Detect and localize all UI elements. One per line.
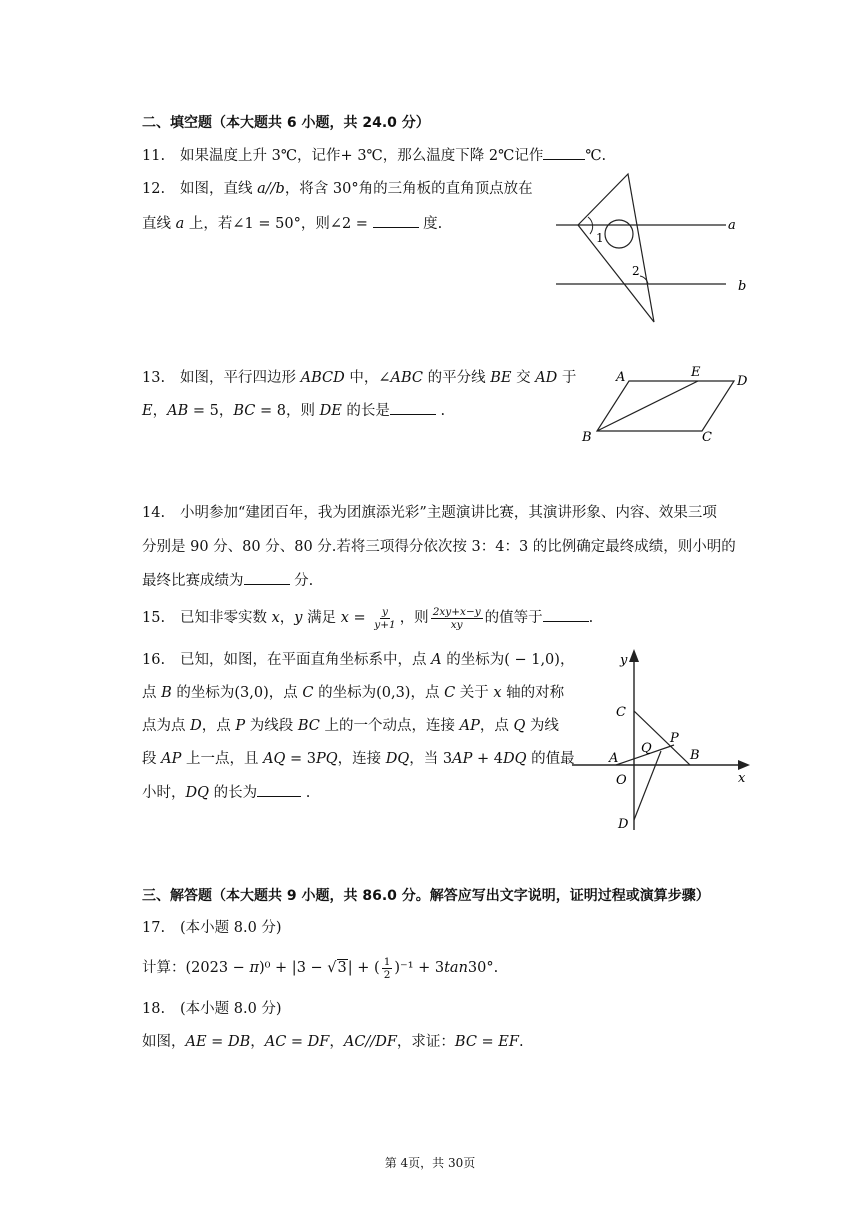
text: .	[435, 403, 446, 419]
text: ，	[279, 610, 295, 626]
question-17-header	[142, 918, 282, 938]
text: = 5，	[188, 403, 234, 419]
vertex-label-a: A	[616, 370, 626, 385]
text: ，点	[479, 718, 514, 734]
text: 的值最	[526, 751, 575, 767]
math: DB	[227, 1034, 251, 1050]
text: )⁰ + |3 −	[258, 960, 328, 976]
vertex-label-c: C	[702, 430, 712, 445]
text: =	[286, 1034, 308, 1050]
text: 的长是	[341, 403, 390, 419]
vertex-label-e: E	[691, 365, 701, 380]
question-number: 18.	[142, 1001, 166, 1017]
math: AP	[459, 718, 480, 734]
axis-label-x: x	[738, 771, 746, 786]
text: 上一点，且	[181, 751, 264, 767]
axis-label-y: y	[620, 653, 628, 668]
math: y	[294, 610, 303, 626]
question-number: 12.	[142, 181, 166, 197]
question-12-line-2	[142, 213, 442, 234]
denominator: 2	[383, 968, 391, 981]
math: a//b	[257, 181, 285, 197]
math: AD	[535, 370, 558, 386]
question-number: 13.	[142, 370, 166, 386]
math: BC	[454, 1034, 477, 1050]
math: AB	[167, 403, 189, 419]
figure-parallel-lines-triangle	[548, 172, 768, 328]
text: 度.	[418, 216, 443, 232]
math: DE	[319, 403, 342, 419]
math: DQ	[502, 751, 527, 767]
question-16-line-2	[142, 683, 564, 703]
question-score: (本小题 8.0 分)	[180, 1001, 282, 1017]
math: a	[175, 216, 185, 232]
numerator: 2xy+x−y	[432, 605, 481, 618]
question-16-line-3	[142, 716, 559, 736]
math: AC	[264, 1034, 287, 1050]
math: x =	[340, 610, 371, 626]
text: 30°.	[467, 960, 499, 976]
question-14-line-1	[142, 503, 717, 523]
question-14-line-2	[142, 537, 736, 557]
math: AP	[452, 751, 473, 767]
math: A	[431, 652, 442, 668]
math: DQ	[185, 785, 210, 801]
text: 的坐标为(3,0)，点	[171, 685, 303, 701]
fraction	[372, 606, 397, 631]
math: tan	[444, 960, 468, 976]
text: 的值等于	[484, 610, 543, 626]
math: ABC	[390, 370, 423, 386]
text: | + (	[347, 960, 380, 976]
text: ，	[152, 403, 168, 419]
math: AC//DF	[343, 1034, 397, 1050]
question-15	[142, 604, 593, 632]
vertex-label-d: D	[737, 374, 748, 389]
question-13-line-1	[142, 368, 576, 388]
question-number: 16.	[142, 652, 166, 668]
text: 为线段	[245, 718, 298, 734]
question-14-line-3	[142, 570, 313, 591]
answer-blank	[543, 145, 585, 160]
angle-label-1: 1	[596, 231, 604, 245]
text: + 4	[472, 751, 503, 767]
text: 小明参加“建团百年，我为团旗添光彩”主题演讲比赛，其演讲形象、内容、效果三项	[180, 505, 717, 521]
text: 点为点	[142, 718, 191, 734]
text: 关于	[455, 685, 494, 701]
text: .	[588, 610, 594, 626]
text: ，则	[399, 610, 429, 626]
text: 的平分线	[423, 370, 491, 386]
text: ，当 3	[409, 751, 453, 767]
point-label-b: B	[690, 748, 700, 763]
math: AE	[185, 1034, 207, 1050]
text: ，将含 30°角的三角板的直角顶点放在	[284, 181, 533, 197]
text: )⁻¹ + 3	[394, 960, 445, 976]
numerator: 1	[383, 955, 391, 968]
answer-blank	[244, 570, 290, 585]
text: 分别是 90 分、80 分、80 分.若将三项得分依次按 3：4：3 的比例确定最终成绩，则小明的	[142, 539, 736, 555]
text: = 8，则	[255, 403, 320, 419]
answer-blank	[543, 607, 589, 622]
point-label-o: O	[616, 773, 627, 788]
text: 已知，如图，在平面直角坐标系中，点	[180, 652, 432, 668]
math: C	[444, 685, 456, 701]
question-17-expression	[142, 954, 498, 982]
text: 已知非零实数	[180, 610, 272, 626]
page-footer: 第 4页，共 30页	[384, 1156, 476, 1170]
text: 如图，	[142, 1034, 186, 1050]
text: 如图，直线	[180, 181, 258, 197]
text: 分.	[289, 573, 314, 589]
text: 计算：(2023 −	[142, 960, 250, 976]
text: ，点	[201, 718, 236, 734]
point-label-p: P	[670, 731, 679, 746]
angle-label-2: 2	[632, 264, 640, 278]
point-label-a: A	[609, 751, 619, 766]
text: 的坐标为( − 1,0)，	[441, 652, 575, 668]
math: Q	[513, 718, 526, 734]
question-16-line-4	[142, 749, 575, 769]
text: 的长为	[209, 785, 258, 801]
question-13-line-2	[142, 400, 445, 421]
math: AQ	[263, 751, 286, 767]
math: C	[302, 685, 314, 701]
text: ，连接	[337, 751, 386, 767]
question-16-line-5	[142, 782, 310, 803]
text: 上的一个动点，连接	[319, 718, 460, 734]
math: B	[161, 685, 172, 701]
math: DQ	[385, 751, 410, 767]
text: 点	[142, 685, 162, 701]
text: 上，若∠1 = 50°，则∠2 =	[184, 216, 373, 232]
math: DF	[307, 1034, 330, 1050]
text: =	[476, 1034, 499, 1050]
math: x	[493, 685, 502, 701]
question-number: 15.	[142, 610, 166, 626]
text: 于	[557, 370, 577, 386]
math: AP	[161, 751, 182, 767]
point-label-d: D	[618, 817, 629, 832]
math: E	[142, 403, 153, 419]
answer-blank	[390, 400, 436, 415]
section-title-answer: 三、解答题（本大题共 9 小题，共 86.0 分。解答应写出文字说明，证明过程或演算步骤）	[142, 888, 710, 904]
math: BC	[297, 718, 320, 734]
question-number: 14.	[142, 505, 166, 521]
line-label-b: b	[738, 279, 747, 294]
fraction	[382, 956, 393, 981]
question-unit: ℃.	[585, 148, 607, 164]
math: BC	[233, 403, 256, 419]
question-18-header	[142, 999, 282, 1019]
math: BE	[490, 370, 512, 386]
text: 如图，平行四边形	[180, 370, 301, 386]
math: ABCD	[300, 370, 345, 386]
point-label-q: Q	[641, 741, 652, 756]
figure-coordinate-plane	[566, 644, 766, 836]
text: 为线	[525, 718, 559, 734]
text: 交	[511, 370, 536, 386]
sqrt-symbol: √	[327, 960, 337, 976]
text: 直线	[142, 216, 176, 232]
text: 段	[142, 751, 162, 767]
sqrt-radicand: 3	[337, 960, 347, 976]
answer-blank	[373, 213, 419, 228]
math: D	[190, 718, 202, 734]
math: PQ	[316, 751, 338, 767]
text: 中，∠	[344, 370, 391, 386]
question-12-line-1	[142, 179, 533, 199]
question-number: 11.	[142, 148, 166, 164]
text: 最终比赛成绩为	[142, 573, 244, 589]
question-text: 如果温度上升 3℃，记作+ 3℃，那么温度下降 2℃记作	[180, 148, 544, 164]
text: =	[206, 1034, 228, 1050]
denominator: xy	[450, 618, 463, 631]
text: 轴的对称	[501, 685, 565, 701]
text: = 3	[285, 751, 317, 767]
question-16-line-1	[142, 650, 574, 670]
math: EF	[498, 1034, 519, 1050]
math: π	[249, 960, 259, 976]
text: .	[518, 1034, 524, 1050]
math: x	[271, 610, 280, 626]
section-title-fill-in: 二、填空题（本大题共 6 小题，共 24.0 分）	[142, 115, 430, 131]
line-label-a: a	[728, 218, 736, 233]
vertex-label-b: B	[582, 430, 592, 445]
text: ，	[329, 1034, 344, 1050]
text: 的坐标为(0,3)，点	[313, 685, 445, 701]
text: 小时，	[142, 785, 186, 801]
numerator: y	[382, 605, 388, 618]
answer-blank	[257, 782, 301, 797]
figure-parallelogram	[572, 363, 762, 447]
text: ，求证：	[396, 1034, 455, 1050]
question-number: 17.	[142, 920, 166, 936]
math: P	[235, 718, 246, 734]
fraction	[431, 606, 483, 631]
question-11	[142, 145, 606, 166]
question-18-text	[142, 1032, 524, 1052]
text: 满足	[302, 610, 341, 626]
question-score: (本小题 8.0 分)	[180, 920, 282, 936]
denominator: y+1	[374, 618, 396, 631]
point-label-c: C	[616, 705, 626, 720]
text: ，	[250, 1034, 265, 1050]
text: .	[301, 785, 311, 801]
